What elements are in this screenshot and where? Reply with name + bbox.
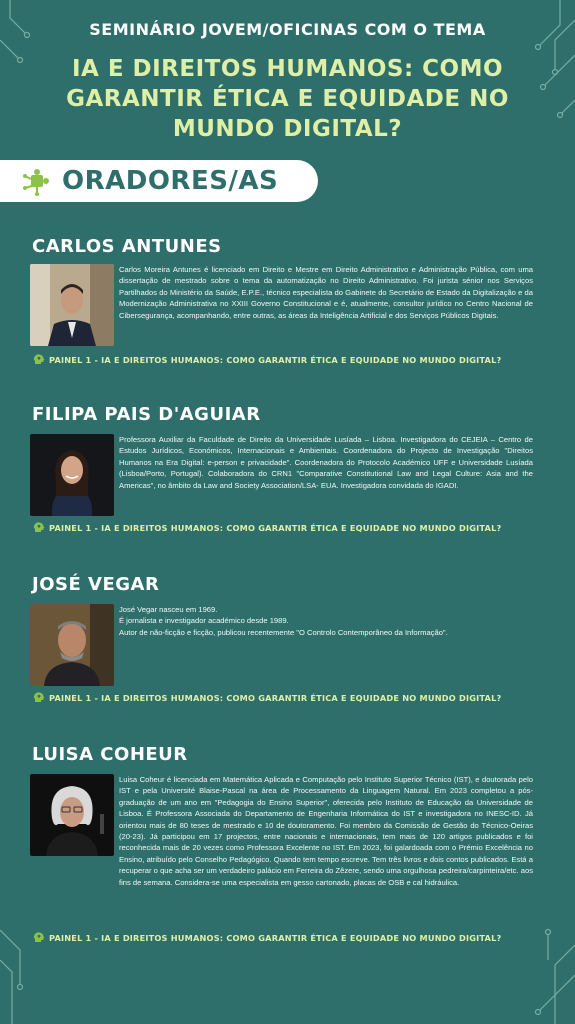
panel-text: PAINEL 1 - IA E DIREITOS HUMANOS: COMO GARANTIR ÉTICA E EQUIDADE NO MUNDO DIGITAL? xyxy=(49,693,502,703)
panel-label xyxy=(33,692,563,703)
event-subtitle: SEMINÁRIO JOVEM/OFICINAS COM O TEMA xyxy=(89,20,486,39)
panel-text: PAINEL 1 - IA E DIREITOS HUMANOS: COMO GARANTIR ÉTICA E EQUIDADE NO MUNDO DIGITAL? xyxy=(49,523,502,533)
speaker-photo xyxy=(30,604,114,686)
bio-line: Autor de não-ficção e ficção, publicou recentemente "O Controlo Contemporâneo da Informação". xyxy=(119,627,448,637)
speaker-name: FILIPA PAIS D'AGUIAR xyxy=(32,404,261,425)
speaker-photo xyxy=(30,264,114,346)
head-gear-icon xyxy=(33,354,45,365)
speaker-bio: Luisa Coheur é licenciada em Matemática Aplicada e Computação pelo Instituto Superior Técnico (IST), e doutorada pelo IST e pela Université Blaise-Pascal na área de Processamento da Linguagem Natural. Em 2023 completou a pós-graduação de um ano em "Pedagogia do Ensino Superior", oferecida pelo Instituto de Educação da Universidade de Lisboa. É Professora Associada do Departamento de Engenharia Informática do IST e investigadora no INESC-ID. Já orientou mais de 80 teses de mestrado e 10 de doutoramento. Foi membro da Comissão de Gestão do Técnico-Oeiras (20-23). Já participou em 17 projectos, entre nacionais e internacionais, tem mais de 120 artigos publicados e foi reconhecida mais de 20 vezes como Professora Excelente no IST. Em 2023, foi galardoada com o Prémio Excelência no Ensino, atribuído pelo Conselho Pedagógico. Quando tem tempo escreve. Tem três livros e dois contos publicados. Está a recuperar o que acha ser um verdadeiro palácio em Ferreira do Zêzere, sendo uma orgulhosa pedreira/carpinteira/etc. aos fins de semana. Considera-se uma especialista em gesso cartonado, placas de OSB e cal hidráulica. xyxy=(119,775,533,887)
speaker-name: CARLOS ANTUNES xyxy=(32,236,222,257)
speaker-photo xyxy=(30,774,114,856)
speaker-name: LUISA COHEUR xyxy=(32,744,188,765)
circuit-puzzle-icon xyxy=(22,166,52,196)
speaker-photo xyxy=(30,434,114,516)
speaker-bio: Carlos Moreira Antunes é licenciado em Direito e Mestre em Direito Administrativo e Administração Pública, com uma dissertação de mestrado sobre o tema da automatização no Direito Administrativo. Foi jurista sénior nos Serviços Partilhados do Ministério da Saúde, E.P.E., técnico especialista do Gabinete do Secretário de Estado da Digitalização e da Modernização Administrativa no XXIII Governo Constitucional e é, atualmente, consultor jurídico no Centro Nacional de Cibersegurança, acompanhando, entre outras, as áreas da Inteligência Artificial e dos Serviços Públicos Digitais. xyxy=(119,265,533,320)
head-gear-icon xyxy=(33,522,45,533)
section-title: ORADORES/AS xyxy=(62,166,279,196)
panel-label xyxy=(33,932,563,943)
panel-text: PAINEL 1 - IA E DIREITOS HUMANOS: COMO GARANTIR ÉTICA E EQUIDADE NO MUNDO DIGITAL? xyxy=(49,933,502,943)
event-title: IA E DIREITOS HUMANOS: COMO GARANTIR ÉTICA E EQUIDADE NO MUNDO DIGITAL? xyxy=(66,56,509,142)
speaker-name: JOSÉ VEGAR xyxy=(32,574,160,595)
speakers-banner xyxy=(0,160,318,202)
panel-label xyxy=(33,354,563,365)
panel-label xyxy=(33,522,563,533)
panel-text: PAINEL 1 - IA E DIREITOS HUMANOS: COMO GARANTIR ÉTICA E EQUIDADE NO MUNDO DIGITAL? xyxy=(49,355,502,365)
bio-line: José Vegar nasceu em 1969. xyxy=(119,605,218,614)
head-gear-icon xyxy=(33,692,45,703)
bio-line: É jornalista e investigador académico desde 1989. xyxy=(119,616,289,626)
head-gear-icon xyxy=(33,932,45,943)
speaker-bio: Professora Auxiliar da Faculdade de Direito da Universidade Lusíada – Lisboa. Investigadora do CEJEIA – Centro de Estudos Jurídicos, Económicos, Internacionais e Ambientais. Coordenadora do Projecto de Investigação "Direitos Humanos na Era Digital: e-person e privacidade". Coordenadora do Protocolo Académico UFF e Universidade Lusíada (Lisboa/Porto, Portugal). Colaboradora do CRN1 "Comparative Constitutional Law and Legal Culture: Asia and the Americas", no âmbito da Law and Society Association/LSA- EUA. Investigadora convidada do IGADI. xyxy=(119,435,533,490)
speaker-bio xyxy=(119,604,533,638)
